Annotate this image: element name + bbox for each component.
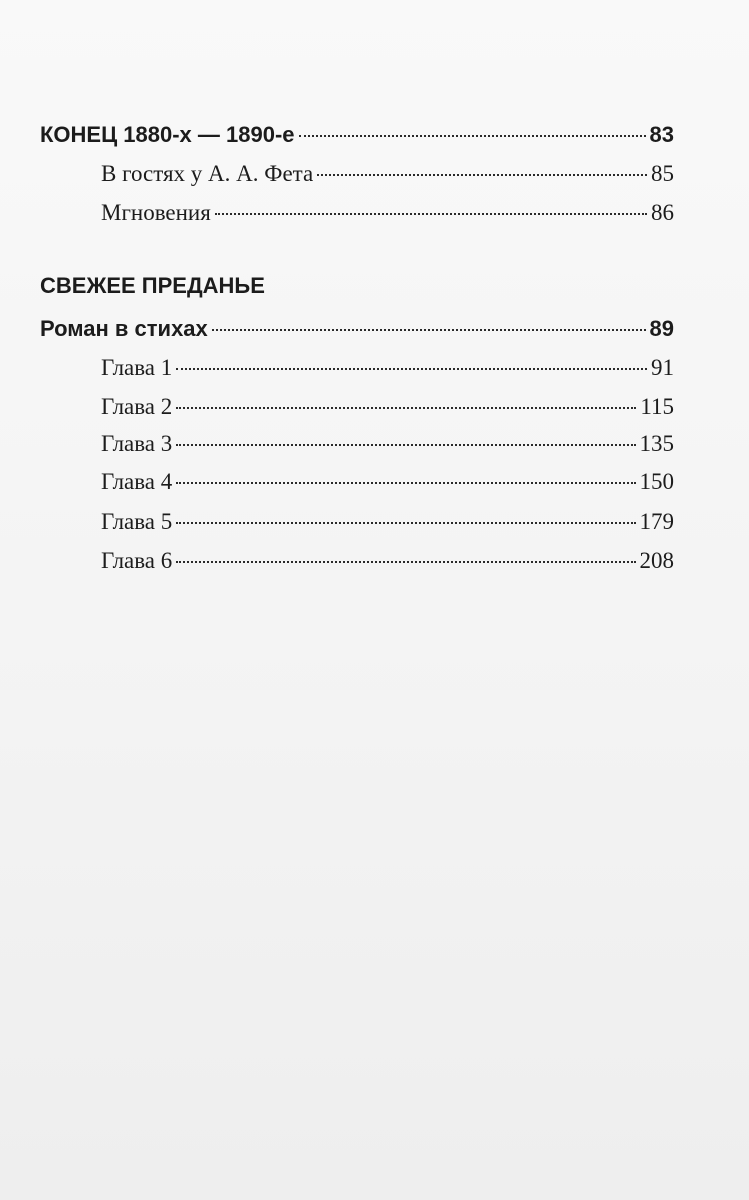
toc-entry [101, 159, 674, 189]
toc-entry-chapter [101, 353, 674, 383]
dot-leader [176, 444, 635, 446]
toc-entry-page: 179 [639, 509, 674, 534]
toc-entry-chapter [101, 507, 674, 537]
dot-leader [317, 174, 647, 176]
toc-entry-title: Глава 1 [101, 355, 173, 380]
dot-leader [176, 522, 635, 524]
toc-entry-title: Глава 4 [101, 469, 173, 494]
toc-entry-part [40, 314, 674, 344]
toc-entry-chapter [101, 392, 674, 422]
toc-entry-page: 91 [651, 355, 674, 380]
section-heading: СВЕЖЕЕ ПРЕДАНЬЕ [40, 273, 265, 298]
toc-entry-title: Глава 3 [101, 431, 173, 456]
toc-entry-title: Роман в стихах [40, 316, 208, 341]
toc-entry-title: Глава 6 [101, 548, 173, 573]
toc-entry-page: 135 [639, 431, 674, 456]
toc-entry-page: 208 [639, 548, 674, 573]
toc-entry-page: 86 [651, 200, 674, 225]
toc-entry-page: 150 [639, 469, 674, 494]
toc-entry-title: Глава 5 [101, 509, 173, 534]
toc-entry-title: Мгновения [101, 200, 211, 225]
dot-leader [176, 482, 635, 484]
toc-entry-title: КОНЕЦ 1880-х — 1890-е [40, 122, 295, 147]
toc-entry-section-1 [40, 120, 674, 150]
toc-entry [101, 198, 674, 228]
toc-entry-title: В гостях у А. А. Фета [101, 161, 314, 186]
toc-entry-chapter [101, 467, 674, 497]
dot-leader [212, 329, 646, 331]
dot-leader [215, 213, 647, 215]
toc-entry-title: Глава 2 [101, 394, 173, 419]
toc-entry-page: 89 [649, 316, 674, 341]
toc-entry-page: 115 [640, 394, 674, 419]
toc-entry-chapter [101, 546, 674, 576]
dot-leader [176, 368, 647, 370]
toc-entry-page: 85 [651, 161, 674, 186]
dot-leader [176, 407, 636, 409]
dot-leader [176, 561, 635, 563]
toc-entry-chapter [101, 429, 674, 459]
toc-entry-page: 83 [649, 122, 674, 147]
dot-leader [299, 135, 646, 137]
